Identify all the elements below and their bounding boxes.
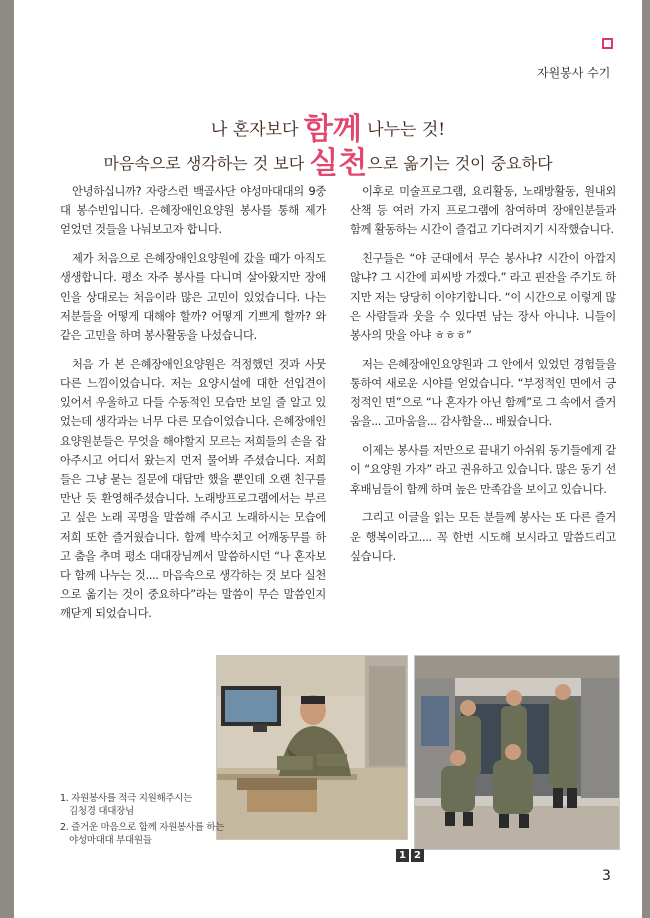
photo-number-markers (396, 843, 426, 862)
magazine-page (14, 0, 642, 918)
photo-2-illustration (415, 656, 620, 850)
photo-1-illustration (217, 656, 408, 840)
page-number: 3 (602, 868, 611, 884)
section-square-icon (602, 38, 613, 49)
photo-number-1: 1 (396, 849, 409, 862)
caption-1-line-1: 1. 자원봉사를 적극 지원해주시는 (60, 793, 193, 804)
headline-1-pre: 나 혼자보다 (210, 120, 304, 140)
photo-number-2: 2 (411, 849, 424, 862)
article-column-right (350, 182, 616, 576)
paragraph: 제가 처음으로 은혜장애인요양원에 갔을 때가 아직도 생생합니다. 평소 자주 봉사를 다니며 살아왔지만 장애인을 상대로는 처음이라 많은 고민이 있었습니다. 나는 저분들을 어떻게 대해야 할까? 어떻게 기쁘게 할까? 와 같은 고민을 하며 봉사활동을 나섰습니다. (60, 252, 326, 343)
headline-2-post: 으로 옮기는 것이 중요하다 (367, 154, 553, 173)
headline-2-pre: 마음속으로 생각하는 것 보다 (103, 154, 310, 173)
section-label: 자원봉사 수기 (537, 66, 611, 80)
photo-soldiers-group (414, 655, 620, 850)
headline-line-2 (14, 138, 642, 182)
headline-1-accent: 함께 (303, 112, 362, 147)
headline-1-post: 나누는 것! (361, 120, 446, 140)
article-column-left (60, 182, 326, 633)
caption-1-line-2: 김청경 대대장님 (69, 805, 134, 817)
headline-2-accent: 실천 (309, 146, 368, 181)
caption-1 (60, 793, 224, 818)
paragraph: 처음 가 본 은혜장애인요양원은 걱정했던 것과 사뭇 다른 느낌이었습니다. 저는 요양시설에 대한 선입견이 있어서 우울하고 다들 수동적인 모습만 보일 줄 알고 있었는데 생각과는 너무 다른 모습이었습니다. 은혜장애인요양원분들은 무엇을 해야할지 모르는 저희들의 손을 잡아주시고 어디서 왔는지 먼저 물어봐 주셨습니다. 저희들은 그냥 묻는 질문에 대답만 했을 뿐인데 오랜 친구를 만난 듯 환영해주셨습니다. 노래방프로그램에서는 부르고 싶은 노래 곡명을 말씀해 주시고 노래하시는 모습에 저희 또한 즐거웠습니다. 함께 박수치고 어깨동무를 하고 춤을 추며 평소 대대장님께서 말씀하시던 “나 혼자보다 함께 나누는 것.... 마음속으로 생각하는 것 보다 실천으로 옮기는 것이 중요하다”라는 말씀이 무슨 말씀인지 깨닫게 되었습니다. (60, 357, 326, 621)
paragraph: 친구들은 “야 군대에서 무슨 봉사냐? 시간이 아깝지 않냐? 그 시간에 피씨방 가겠다.” 라고 핀잔을 주기도 하지만 저는 당당히 이야기합니다. “이 시간으로 이렇게 많은 사람들과 웃을 수 있다면 남는 장사 아니냐. 니들이 봉사의 맛을 아냐 ㅎㅎㅎ” (350, 252, 616, 343)
photo-captions (60, 793, 224, 851)
photo-commander-at-desk (216, 655, 408, 840)
paragraph: 안녕하십니까? 자랑스런 백골사단 야성마대대의 9중대 봉수빈입니다. 은혜장애인요양원 봉사를 통해 제가 얻었던 것들을 나눠보고자 합니다. (60, 185, 326, 237)
paragraph: 이후로 미술프로그램, 요리활동, 노래방활동, 원내외 산책 등 여러 가지 프로그램에 참여하며 장애인분들과 함께 활동하는 시간이 즐겁고 기다려지기 시작했습니다. (350, 185, 616, 237)
paragraph: 저는 은혜장애인요양원과 그 안에서 있었던 경험들을 통하여 새로운 시야를 얻었습니다. “부정적인 면에서 긍정적인 면”으로 “나 혼자가 아닌 함께”로 그 속에서 즐거움을... 고마움을... 감사함을... 배웠습니다. (350, 357, 616, 429)
caption-2 (60, 822, 224, 847)
paragraph: 이제는 봉사를 저만으로 끝내기 아쉬워 동기들에게 같이 “요양원 가자” 라고 권유하고 있습니다. 많은 동기 선후배님들이 함께 하며 높은 만족감을 보이고 있습니다. (350, 444, 616, 496)
caption-2-line-2: 야성마대대 부대원들 (69, 834, 152, 846)
caption-2-line-1: 2. 즐거운 마음으로 함께 자원봉사를 하는 (60, 822, 225, 833)
paragraph: 그리고 이글을 읽는 모든 분들께 봉사는 또 다른 즐거운 행복이라고.... 꼭 한번 시도해 보시라고 말씀드리고 싶습니다. (350, 511, 616, 563)
